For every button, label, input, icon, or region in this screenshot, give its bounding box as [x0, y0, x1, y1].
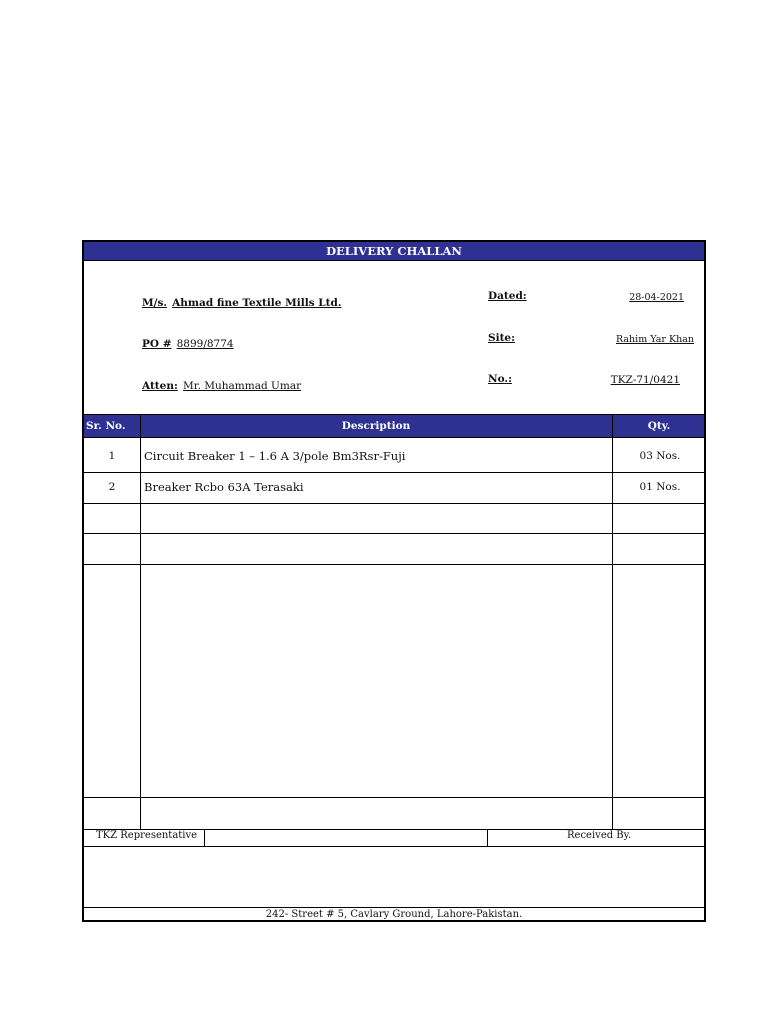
sign-divider-1: [204, 829, 205, 846]
grid-hline: [84, 533, 704, 534]
customer-line: [142, 291, 342, 310]
grid-hline: [84, 472, 704, 473]
row-2-qty: 01 Nos.: [639, 481, 681, 493]
col-description: Description: [341, 420, 411, 432]
document-title: DELIVERY CHALLAN: [84, 242, 704, 260]
no-value: TKZ-71/0421: [610, 374, 680, 386]
grid-hline: [84, 907, 704, 908]
atten-label: Atten:: [142, 380, 178, 392]
col-sr-no: Sr. No.: [86, 420, 126, 432]
no-label: No.:: [488, 373, 512, 385]
grid-hline: [84, 846, 704, 847]
po-line: [142, 332, 234, 351]
delivery-challan: [82, 240, 706, 922]
row-1-qty: 03 Nos.: [639, 450, 681, 462]
customer-label: M/s.: [142, 297, 168, 309]
grid-hline: [84, 564, 704, 565]
title-divider: [84, 260, 704, 261]
site-value: Rahim Yar Khan: [616, 334, 694, 345]
po-label: PO #: [142, 338, 172, 350]
row-2-description: Breaker Rcbo 63A Terasaki: [144, 480, 304, 494]
grid-vline-2: [612, 414, 613, 829]
dated-value: 28-04-2021: [629, 292, 684, 303]
dated-label: Dated:: [488, 290, 527, 302]
grid-hline: [84, 797, 704, 798]
column-header: [84, 414, 704, 438]
sign-divider-2: [487, 829, 488, 846]
row-2-sr: 2: [108, 481, 116, 493]
customer-name: Ahmad fine Textile Mills Ltd.: [172, 297, 342, 309]
grid-vline-1: [140, 414, 141, 829]
row-1-description: Circuit Breaker 1 – 1.6 A 3/pole Bm3Rsr-Fuji: [144, 449, 406, 463]
tkz-representative-label: TKZ Representative: [96, 830, 198, 841]
atten-line: [142, 374, 301, 393]
site-label: Site:: [488, 332, 515, 344]
received-by-label: Received By.: [567, 830, 632, 841]
company-address: 242- Street # 5, Cavlary Ground, Lahore-Pakistan.: [265, 909, 523, 920]
grid-hline: [84, 503, 704, 504]
po-value: 8899/8774: [176, 338, 234, 350]
row-1-sr: 1: [108, 450, 116, 462]
col-qty: Qty.: [647, 420, 671, 432]
atten-value: Mr. Muhammad Umar: [182, 380, 302, 392]
